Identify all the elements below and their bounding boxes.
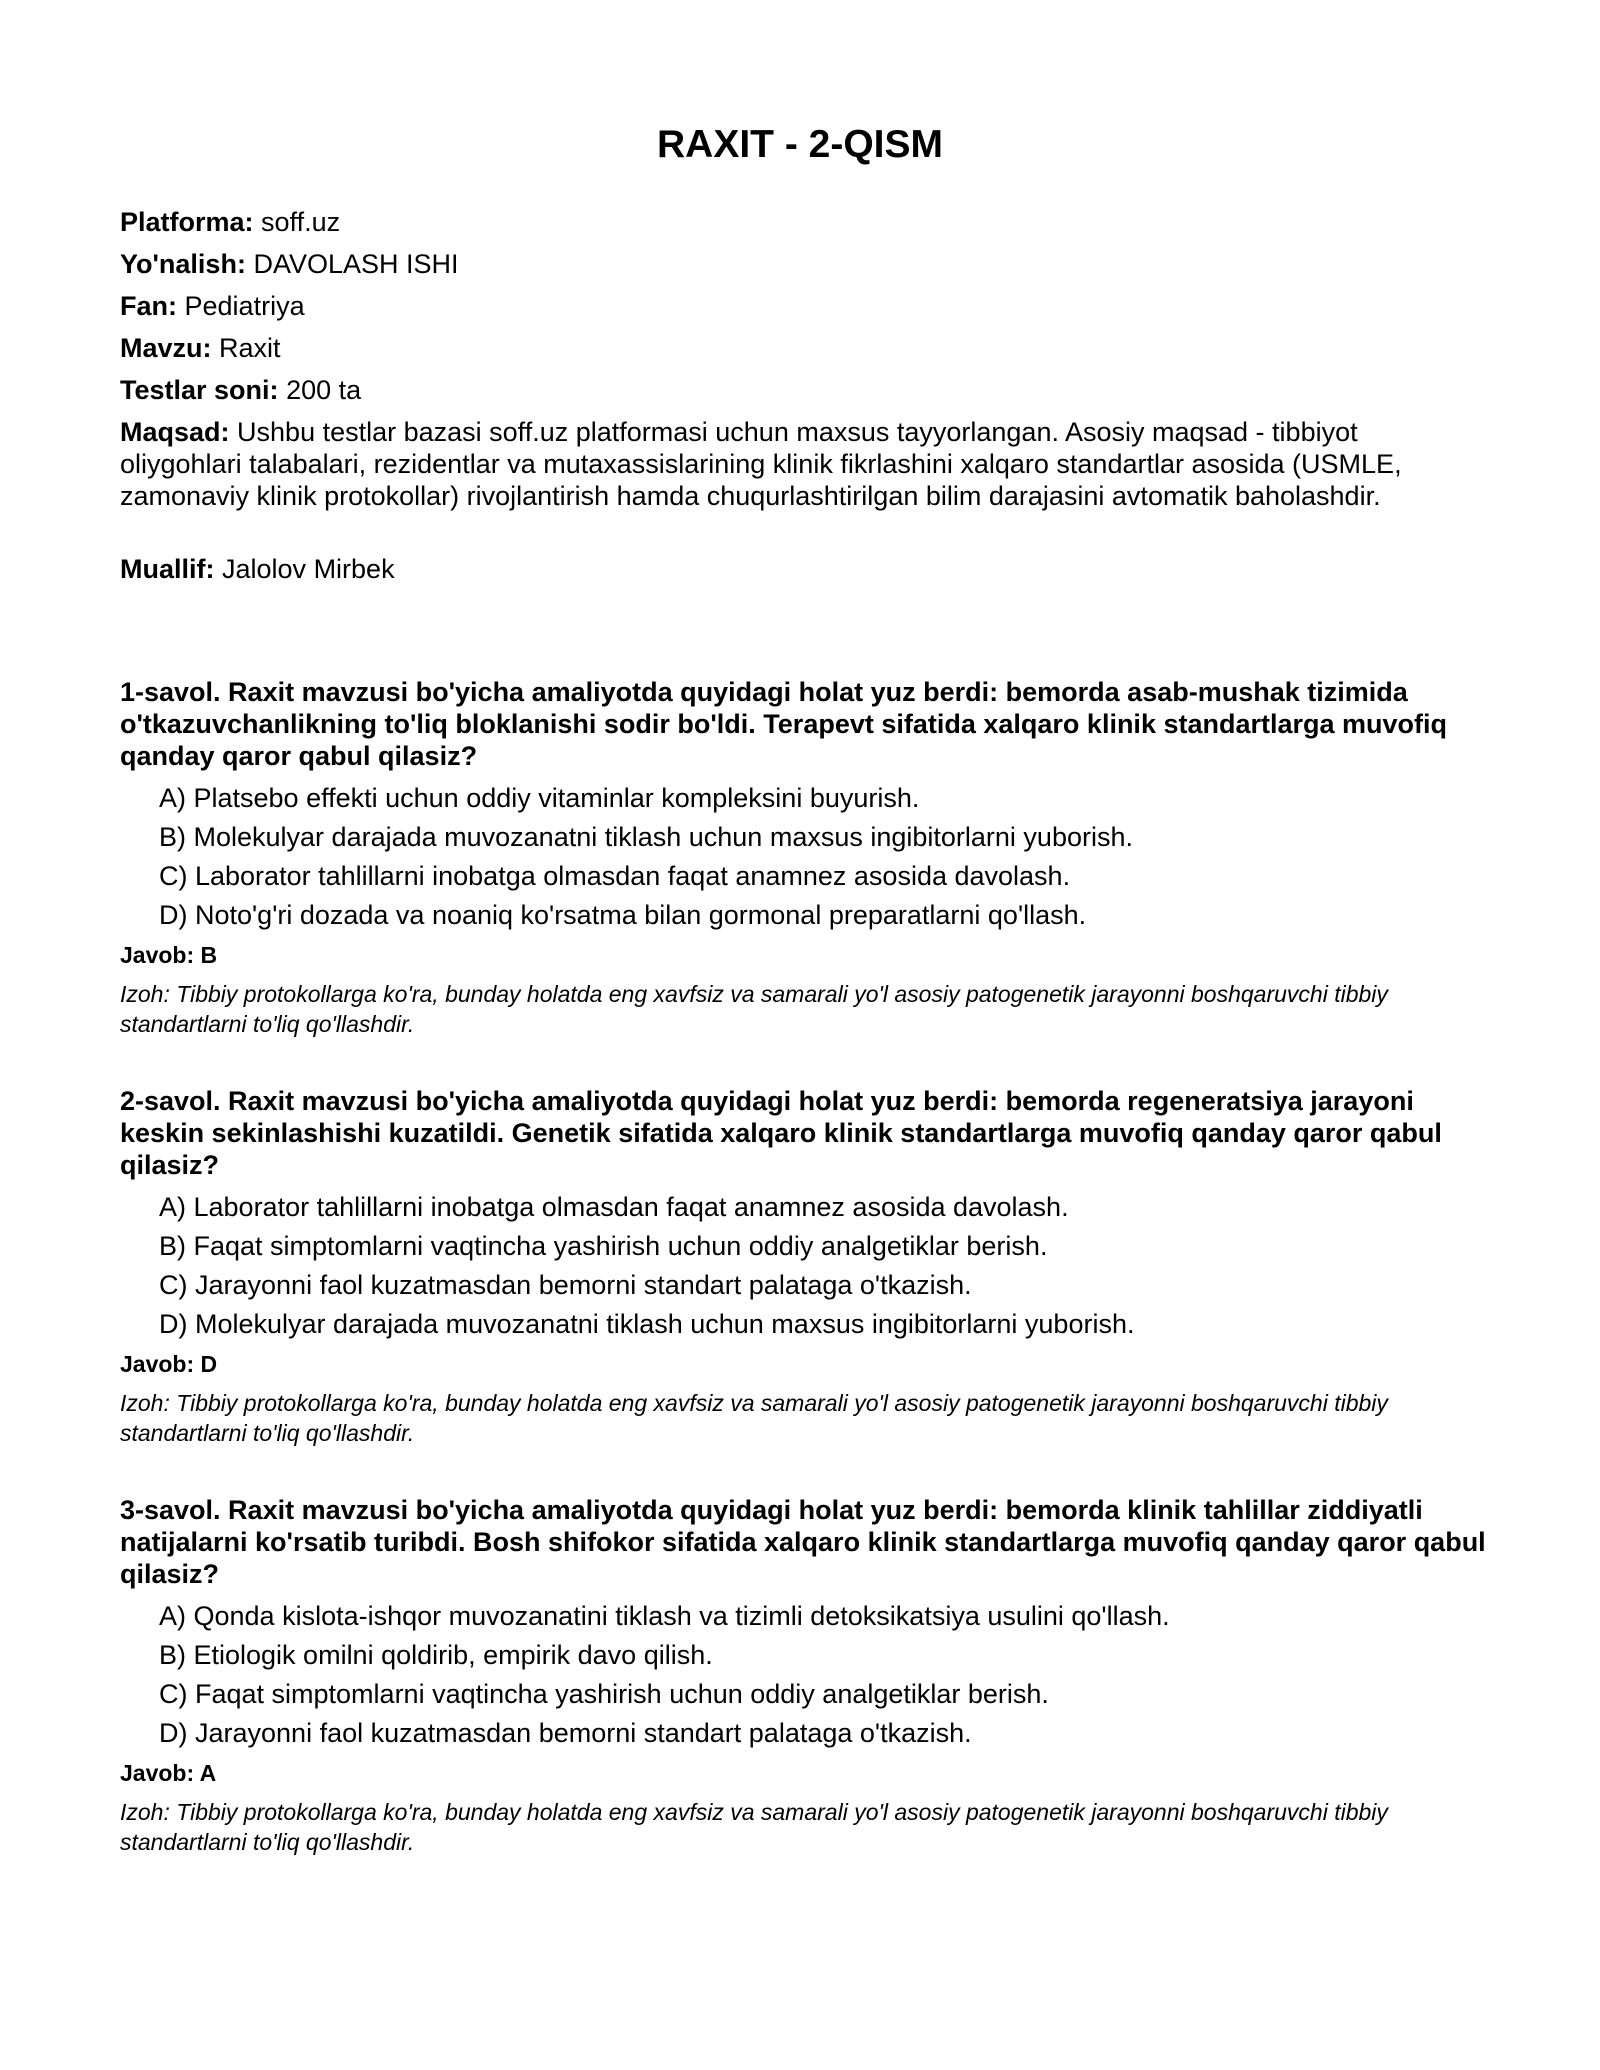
answer-option-a: A) Laborator tahlillarni inobatga olmasdan faqat anamnez asosida davolash.	[159, 1192, 1069, 1222]
answer-option-d: D) Molekulyar darajada muvozanatni tiklash uchun maxsus ingibitorlarni yuborish.	[159, 1309, 1135, 1339]
meta-yonalish	[120, 248, 1480, 280]
meta-testlar-soni-value: 200 ta	[286, 375, 362, 405]
question-2	[120, 1085, 1500, 1448]
meta-platforma-value: soff.uz	[261, 207, 341, 237]
question-text: 1-savol. Raxit mavzusi bo'yicha amaliyotda quyidagi holat yuz berdi: bemorda asab-mushak tizimida o'tkazuvchanlikning to'liq bloklanishi sodir bo'ldi. Terapevt sifatida xalqaro klinik standartlarga muvofiq qanday qaror qabul qilasiz?	[120, 677, 1448, 771]
meta-testlar-soni-label: Testlar soni:	[120, 375, 279, 405]
meta-maqsad	[120, 416, 1480, 512]
meta-fan-value: Pediatriya	[184, 291, 305, 321]
meta-maqsad-label: Maqsad:	[120, 417, 230, 447]
answer-option-d: D) Jarayonni faol kuzatmasdan bemorni standart palataga o'tkazish.	[159, 1718, 972, 1748]
answer-option-d: D) Noto'g'ri dozada va noaniq ko'rsatma bilan gormonal preparatlarni qo'llash.	[159, 900, 1087, 930]
answer-option-a: A) Platsebo effekti uchun oddiy vitaminlar kompleksini buyurish.	[159, 783, 920, 813]
meta-muallif-label: Muallif:	[120, 554, 215, 584]
meta-fan-label: Fan:	[120, 291, 177, 321]
page-title: RAXIT - 2-QISM	[656, 123, 943, 166]
correct-answer: Javob: B	[120, 942, 218, 968]
explanation-note: Izoh: Tibbiy protokollarga ko'ra, bunday holatda eng xavfsiz va samarali yo'l asosiy patogenetik jarayonni boshqaruvchi tibbiy standartlarni to'liq qo'llashdir.	[120, 981, 1388, 1037]
question-1	[120, 676, 1500, 1039]
meta-mavzu-label: Mavzu:	[120, 333, 212, 363]
explanation-note: Izoh: Tibbiy protokollarga ko'ra, bunday holatda eng xavfsiz va samarali yo'l asosiy patogenetik jarayonni boshqaruvchi tibbiy standartlarni to'liq qo'llashdir.	[120, 1799, 1388, 1855]
answer-option-b: B) Faqat simptomlarni vaqtincha yashirish uchun oddiy analgetiklar berish.	[159, 1231, 1048, 1261]
answer-option-c: C) Laborator tahlillarni inobatga olmasdan faqat anamnez asosida davolash.	[159, 861, 1071, 891]
answer-option-b: B) Etiologik omilni qoldirib, empirik davo qilish.	[159, 1640, 713, 1670]
answer-option-c: C) Faqat simptomlarni vaqtincha yashirish uchun oddiy analgetiklar berish.	[159, 1679, 1049, 1709]
meta-testlar-soni	[120, 374, 1480, 406]
correct-answer: Javob: A	[120, 1760, 217, 1786]
meta-mavzu-value: Raxit	[219, 333, 281, 363]
meta-yonalish-value: DAVOLASH ISHI	[253, 249, 459, 279]
answer-option-b: B) Molekulyar darajada muvozanatni tiklash uchun maxsus ingibitorlarni yuborish.	[159, 822, 1133, 852]
meta-muallif-value: Jalolov Mirbek	[222, 554, 395, 584]
meta-platforma-label: Platforma:	[120, 207, 254, 237]
meta-yonalish-label: Yo'nalish:	[120, 249, 246, 279]
question-3	[120, 1494, 1500, 1857]
meta-fan	[120, 290, 1480, 322]
meta-maqsad-value: Ushbu testlar bazasi soff.uz platformasi uchun maxsus tayyorlangan. Asosiy maqsad - tibbiyot oliygohlari talabalari, rezidentlar va mutaxassislarining klinik fikrlashini xalqaro standartlar asosida (USMLE, zamonaviy klinik protokollar) rivojlantirish hamda chuqurlashtirilgan bilim darajasini avtomatik baholashdir.	[120, 417, 1402, 511]
answer-option-a: A) Qonda kislota-ishqor muvozanatini tiklash va tizimli detoksikatsiya usulini qo'llash.	[159, 1601, 1170, 1631]
question-text: 3-savol. Raxit mavzusi bo'yicha amaliyotda quyidagi holat yuz berdi: bemorda klinik tahlillar ziddiyatli natijalarni ko'rsatib turibdi. Bosh shifokor sifatida xalqaro klinik standartlarga muvofiq qanday qaror qabul qilasiz?	[120, 1495, 1486, 1589]
correct-answer: Javob: D	[120, 1351, 218, 1377]
explanation-note: Izoh: Tibbiy protokollarga ko'ra, bunday holatda eng xavfsiz va samarali yo'l asosiy patogenetik jarayonni boshqaruvchi tibbiy standartlarni to'liq qo'llashdir.	[120, 1390, 1388, 1446]
answer-option-c: C) Jarayonni faol kuzatmasdan bemorni standart palataga o'tkazish.	[159, 1270, 972, 1300]
meta-platforma	[120, 206, 1480, 238]
question-text: 2-savol. Raxit mavzusi bo'yicha amaliyotda quyidagi holat yuz berdi: bemorda regeneratsiya jarayoni keskin sekinlashishi kuzatildi. Genetik sifatida xalqaro klinik standartlarga muvofiq qanday qaror qabul qilasiz?	[120, 1086, 1442, 1180]
meta-muallif	[120, 553, 1480, 585]
meta-mavzu	[120, 332, 1480, 364]
